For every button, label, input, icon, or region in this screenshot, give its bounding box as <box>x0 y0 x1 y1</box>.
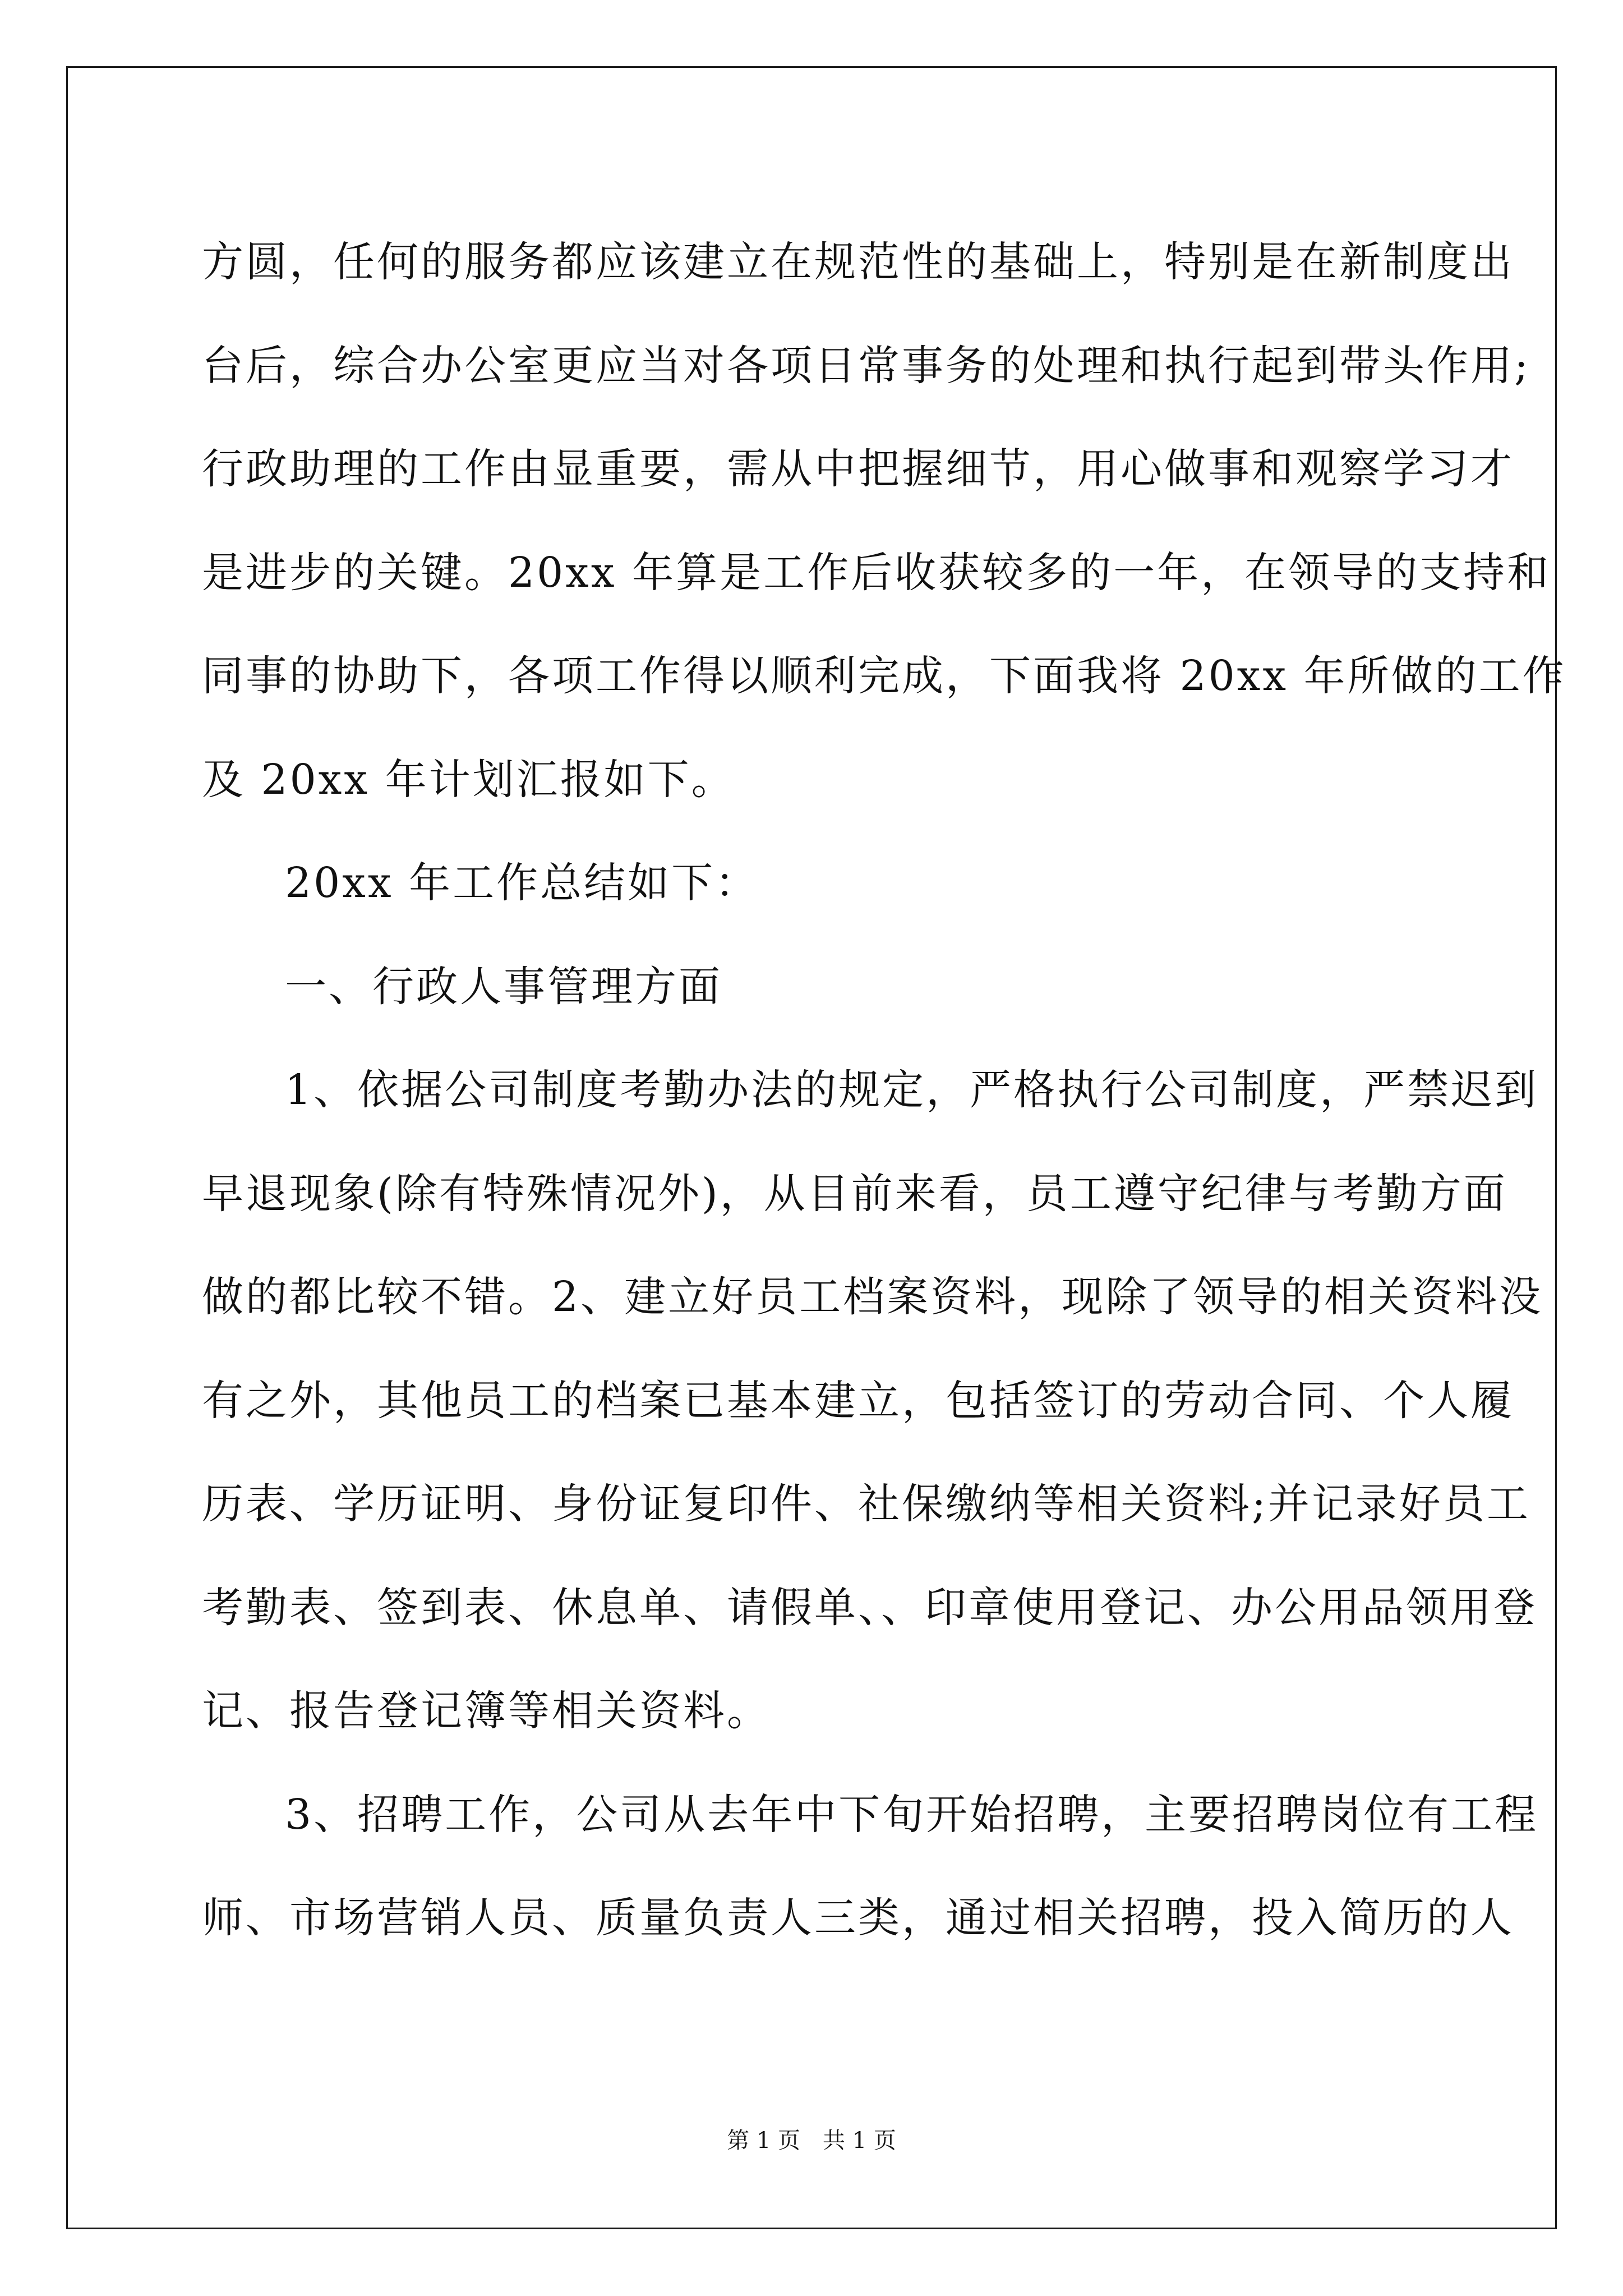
text-line: 师、市场营销人员、质量负责人三类，通过相关招聘，投入简历的人 <box>202 1894 1514 1942</box>
text-line: 1、依据公司制度考勤办法的规定，严格执行公司制度，严禁迟到 <box>285 1066 1539 1114</box>
text-line: 早退现象(除有特殊情况外)，从目前来看，员工遵守纪律与考勤方面 <box>202 1169 1507 1218</box>
document-body <box>202 210 1566 1970</box>
text-line: 有之外，其他员工的档案已基本建立，包括签订的劳动合同、个人履 <box>202 1376 1514 1425</box>
text-line: 同事的协助下，各项工作得以顺利完成，下面我将 20xx 年所做的工作 <box>202 652 1566 700</box>
text-line: 历表、学历证明、身份证复印件、社保缴纳等相关资料;并记录好员工 <box>202 1480 1530 1528</box>
text-line: 20xx 年工作总结如下： <box>285 859 759 907</box>
page-number-footer: 第 1 页 共 1 页 <box>727 2128 896 2154</box>
text-line: 3、招聘工作，公司从去年中下旬开始招聘，主要招聘岗位有工程 <box>285 1790 1539 1839</box>
text-line: 一、行政人事管理方面 <box>285 962 722 1011</box>
text-line: 方圆，任何的服务都应该建立在规范性的基础上，特别是在新制度出 <box>202 238 1514 286</box>
text-line: 考勤表、签到表、休息单、请假单、、印章使用登记、办公用品领用登 <box>202 1583 1537 1632</box>
text-line: 是进步的关键。20xx 年算是工作后收获较多的一年，在领导的支持和 <box>202 548 1551 597</box>
text-line: 台后，综合办公室更应当对各项日常事务的处理和执行起到带头作用; <box>202 341 1530 390</box>
text-line: 做的都比较不错。2、建立好员工档案资料，现除了领导的相关资料没 <box>202 1273 1543 1321</box>
text-line: 行政助理的工作由显重要，需从中把握细节，用心做事和观察学习才 <box>202 445 1514 493</box>
text-line: 及 20xx 年计划汇报如下。 <box>202 755 735 804</box>
text-line: 记、报告登记簿等相关资料。 <box>202 1687 771 1735</box>
